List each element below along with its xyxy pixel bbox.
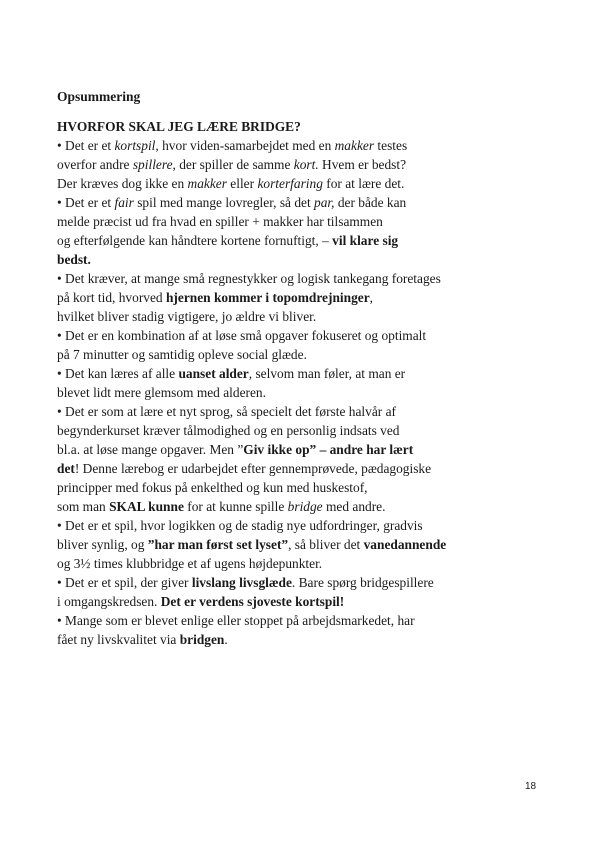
text-run: for at lære det.: [322, 176, 405, 191]
text-run: spil med mange lovregler, så det: [133, 195, 315, 210]
text-run: blevet lidt mere glemsom med alderen.: [57, 385, 266, 400]
text-run: bl.a. at løse mange opgaver. Men ”: [57, 442, 244, 457]
text-line: [57, 174, 527, 193]
text-line: [57, 383, 527, 402]
text-run: .: [224, 632, 228, 647]
text-line: [57, 326, 527, 345]
text-run: på kort tid, hvorved: [57, 290, 166, 305]
page-number: 18: [525, 781, 537, 792]
bold-text: SKAL kunne: [109, 499, 184, 514]
bold-text: Det er verdens sjoveste kortspil!: [160, 594, 345, 609]
text-run: der spiller de samme: [175, 157, 294, 172]
text-line: [57, 155, 527, 174]
text-line: [57, 345, 527, 364]
text-run: Der kræves dog ikke en: [57, 176, 188, 191]
italic-text: kortspil: [114, 138, 156, 153]
text-run: principper med fokus på enkelthed og kun med huskestof,: [57, 480, 368, 495]
text-run: • Det er en kombination af at løse små opgaver fokuseret og optimalt: [57, 328, 427, 343]
text-run: på 7 minutter og samtidig opleve social glæde.: [57, 347, 307, 362]
text-run: • Det kræver, at mange små regnestykker og logisk tankegang foretages: [57, 271, 441, 286]
italic-text: makker: [334, 138, 375, 153]
text-line: [57, 611, 527, 630]
text-run: ,: [369, 290, 374, 305]
text-line: [57, 269, 527, 288]
text-run: • Det er et: [57, 195, 115, 210]
text-run: bliver synlig, og: [57, 537, 148, 552]
text-line: [57, 630, 527, 649]
summary-body: [57, 117, 527, 649]
section-heading: Opsummering: [57, 89, 141, 104]
text-run: begynderkurset kræver tålmodighed og en personlig indsats ved: [57, 423, 400, 438]
text-run: • Det er som at lære et nyt sprog, så specielt det første halvår af: [57, 404, 396, 419]
bold-text: livslang livsglæde: [191, 575, 292, 590]
text-run: ! Denne lærebog er udarbejdet efter gennemprøvede, pædagogiske: [74, 461, 432, 476]
text-run: som man: [57, 499, 110, 514]
text-line: [57, 136, 527, 155]
text-line: [57, 421, 527, 440]
text-run: i omgangskredsen.: [57, 594, 161, 609]
bold-text: uanset alder: [178, 366, 249, 381]
bold-text: vanedannende: [363, 537, 447, 552]
text-run: melde præcist ud fra hvad en spiller + makker har tilsammen: [57, 214, 383, 229]
bold-text: ”har man først set lyset”: [147, 537, 289, 552]
text-line: [57, 307, 527, 326]
text-line: [57, 231, 527, 250]
bold-text: bedst.: [57, 252, 91, 267]
text-run: testes: [374, 138, 408, 153]
text-line: [57, 497, 527, 516]
text-line: [57, 592, 527, 611]
text-run: , hvor viden-samarbejdet med en: [155, 138, 335, 153]
text-run: . Bare spørg bridgespillere: [291, 575, 434, 590]
text-line: [57, 459, 527, 478]
italic-text: par,: [314, 195, 335, 210]
italic-text: korterfaring: [257, 176, 323, 191]
text-run: • Det er et spil, hvor logikken og de stadig nye udfordringer, gradvis: [57, 518, 423, 533]
text-run: hvilket bliver stadig vigtigere, jo ældre vi bliver.: [57, 309, 317, 324]
bold-text: vil klare sig: [332, 233, 399, 248]
question-heading: HVORFOR SKAL JEG LÆRE BRIDGE?: [57, 119, 301, 134]
bold-text: det: [57, 461, 75, 476]
text-line: [57, 288, 527, 307]
text-run: der både kan: [334, 195, 407, 210]
italic-text: makker: [187, 176, 227, 191]
italic-text: spillere,: [132, 157, 176, 172]
text-run: • Det er et: [57, 138, 115, 153]
text-run: • Det kan læres af alle: [57, 366, 179, 381]
italic-text: kort.: [293, 157, 319, 172]
text-line: [57, 573, 527, 592]
text-line: [57, 250, 527, 269]
text-run: og 3½ times klubbridge et af ugens højdepunkter.: [57, 556, 323, 571]
text-line: [57, 554, 527, 573]
text-line: [57, 402, 527, 421]
text-line: [57, 535, 527, 554]
text-line: [57, 516, 527, 535]
italic-text: bridge: [287, 499, 323, 514]
text-run: med andre.: [322, 499, 386, 514]
text-run: Hvem er bedst?: [318, 157, 407, 172]
text-run: eller: [226, 176, 258, 191]
text-run: , så bliver det: [288, 537, 364, 552]
bold-text: hjernen kommer i topomdrejninger: [165, 290, 370, 305]
bold-text: bridgen: [179, 632, 225, 647]
text-line: [57, 193, 527, 212]
text-run: for at kunne spille: [183, 499, 288, 514]
text-run: • Mange som er blevet enlige eller stoppet på arbejdsmarkedet, har: [57, 613, 415, 628]
text-line: [57, 440, 527, 459]
italic-text: fair: [114, 195, 134, 210]
text-run: , selvom man føler, at man er: [248, 366, 406, 381]
text-line: [57, 478, 527, 497]
text-run: overfor andre: [57, 157, 133, 172]
text-run: fået ny livskvalitet via: [57, 632, 180, 647]
text-run: og efterfølgende kan håndtere kortene fornuftigt, –: [57, 233, 333, 248]
text-line: [57, 212, 527, 231]
text-run: • Det er et spil, der giver: [57, 575, 192, 590]
bold-text: Giv ikke op” – andre har lært: [243, 442, 414, 457]
text-line: [57, 364, 527, 383]
